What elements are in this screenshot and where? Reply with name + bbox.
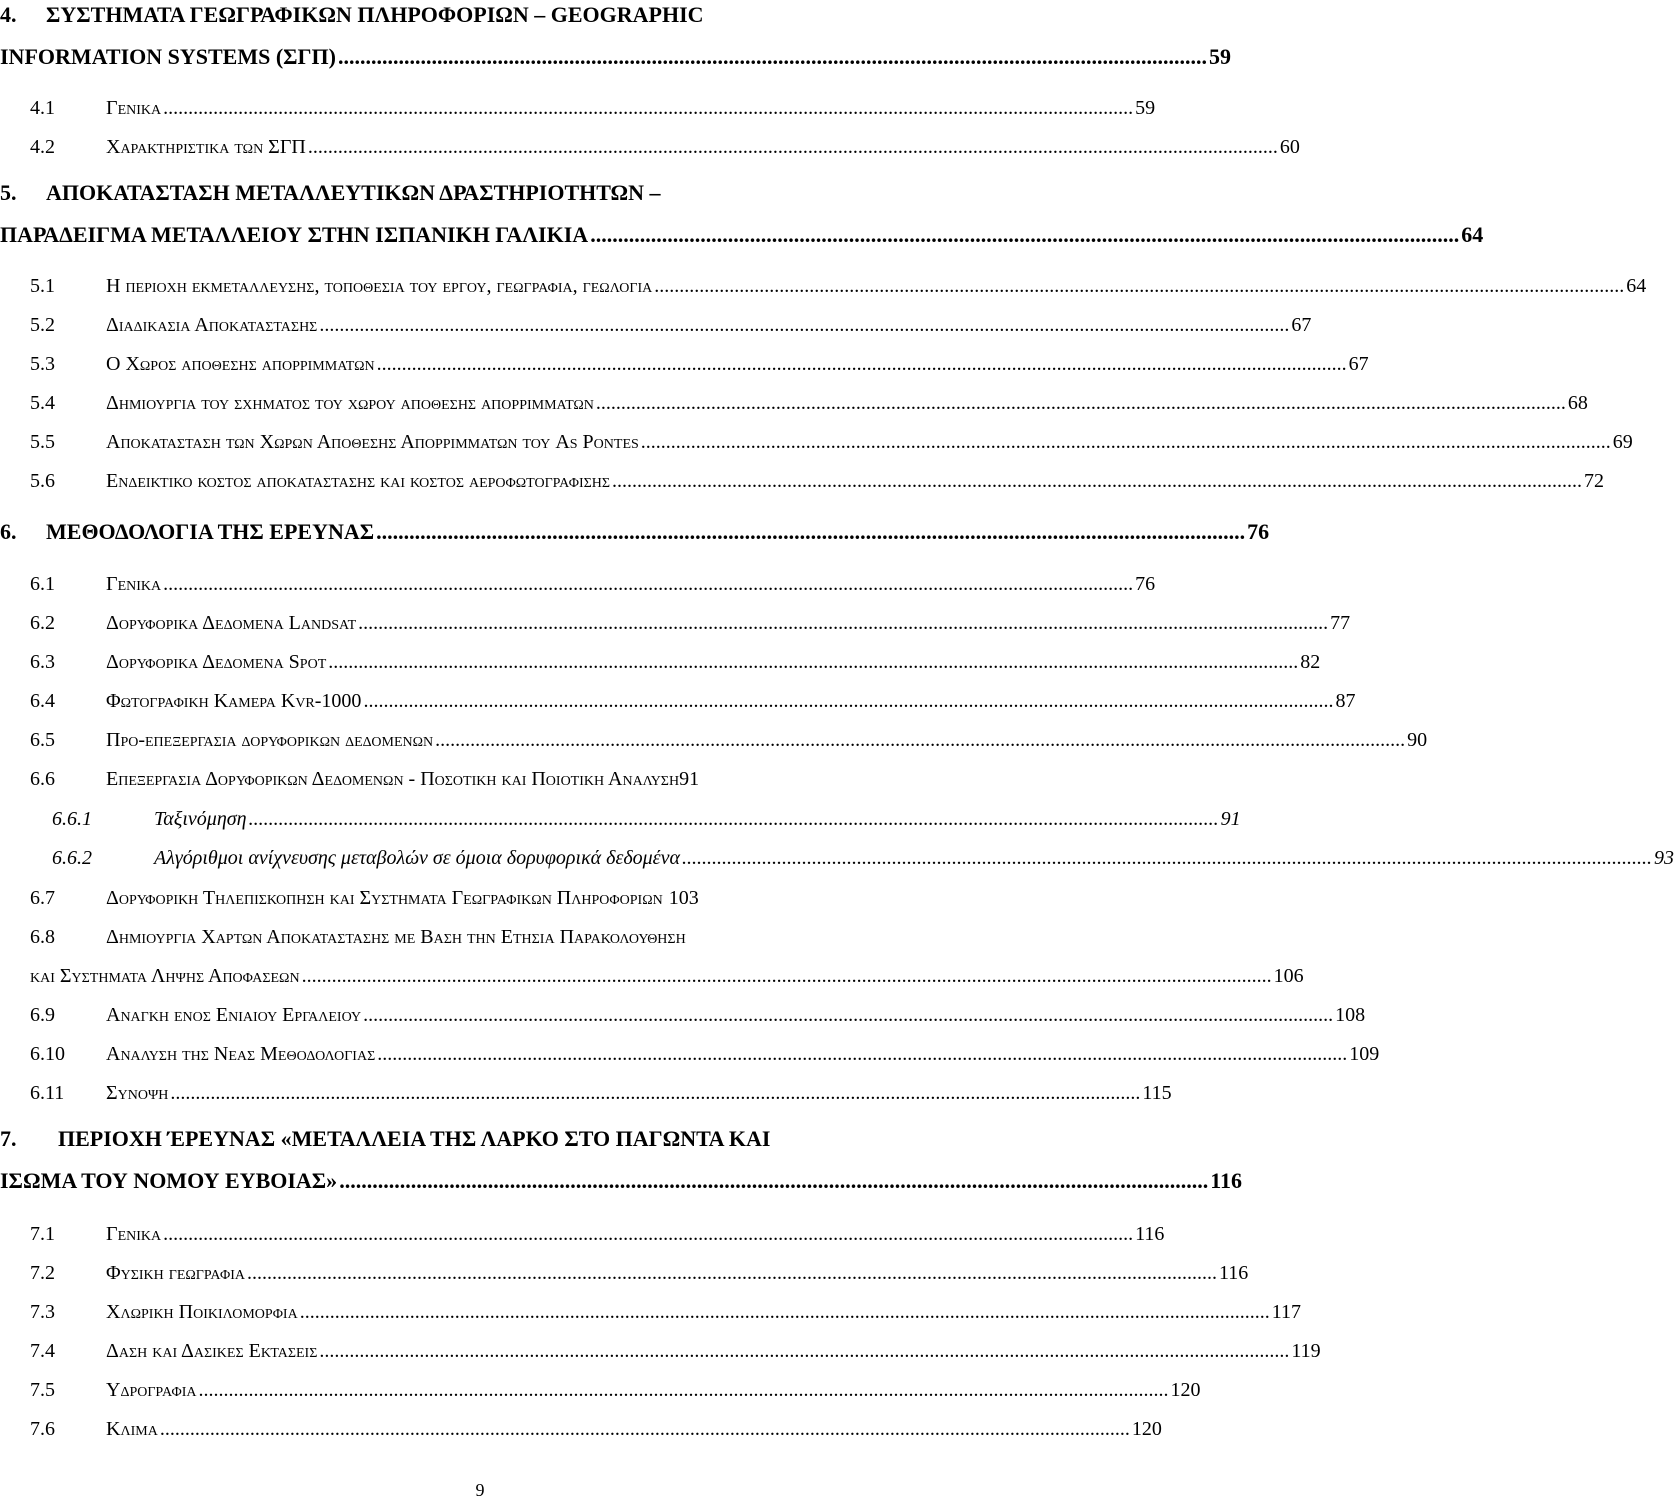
toc-section-number: 6.1 <box>30 573 55 595</box>
toc-page-number: 119 <box>1291 1340 1321 1362</box>
toc-entry-6-6-2 <box>0 838 1674 870</box>
toc-leader: .................................................................................................................................................................................................. <box>246 1262 1217 1284</box>
toc-page-number: 64 <box>1461 222 1484 247</box>
toc-entry-5-6 <box>0 461 1605 493</box>
toc-section-title-cont: και Συστηματα Ληψης Αποφασεων <box>30 965 300 987</box>
toc-entry-7-2 <box>0 1253 1249 1285</box>
toc-leader: .................................................................................................................................................................................................. <box>681 847 1652 869</box>
toc-page-number: 64 <box>1626 275 1647 297</box>
toc-chapter-4-line2 <box>0 38 1231 70</box>
toc-page-number: 76 <box>1135 573 1156 595</box>
toc-section-number: 6.4 <box>30 690 55 712</box>
toc-section-title: Διαδικασια Αποκαταστασης <box>106 314 318 336</box>
toc-page-number: 59 <box>1135 97 1156 119</box>
toc-section-title: Επεξεργασια Δορυφορικων Δεδομενων - Ποσοτικη και Ποιοτικη Αναλυση <box>106 768 680 790</box>
toc-entry-5-2 <box>0 305 1312 337</box>
toc-entry-6-11 <box>0 1073 1172 1105</box>
toc-entry-6-4 <box>0 681 1356 713</box>
toc-leader: .................................................................................................................................................................................................. <box>319 314 1290 336</box>
toc-section-title: Γενικα <box>106 573 162 595</box>
page-number-footer: 9 <box>475 1480 485 1500</box>
toc-chapter-title-cont: ΙΣΩΜΑ ΤΟΥ ΝΟΜΟΥ ΕΥΒΟΙΑΣ» <box>0 1168 338 1193</box>
toc-leader: .................................................................................................................................................................................................. <box>363 690 1334 712</box>
toc-leader: .................................................................................................................................................................................................. <box>612 470 1583 492</box>
toc-page-number: 106 <box>1273 965 1304 987</box>
toc-section-title: Χλωρικη Ποικιλομορφια <box>106 1301 298 1323</box>
toc-section-number: 7.4 <box>30 1340 55 1362</box>
toc-section-number: 7.5 <box>30 1379 55 1401</box>
toc-entry-4-2 <box>0 127 1300 159</box>
toc-entry-7-6 <box>0 1409 1162 1441</box>
toc-page-number: 120 <box>1170 1379 1201 1401</box>
toc-section-title: Ο Χωρος αποθεσης απορριμματων <box>106 353 375 375</box>
toc-leader: .................................................................................................................................................................................................. <box>301 965 1272 987</box>
toc-entry-6-1 <box>0 564 1156 596</box>
toc-leader: .................................................................................................................................................................................................. <box>198 1379 1169 1401</box>
toc-leader: .................................................................................................................................................................................................. <box>319 1340 1290 1362</box>
toc-section-number: 4.2 <box>30 136 55 158</box>
toc-chapter-number: 6. <box>0 519 17 544</box>
toc-leader: .................................................................................................................................................................................................. <box>377 1043 1348 1065</box>
toc-chapter-title: ΣΥΣΤΗΜΑΤΑ ΓΕΩΓΡΑΦΙΚΩΝ ΠΛΗΡΟΦΟΡΙΩΝ – GEOGRAPHIC <box>46 2 704 27</box>
toc-section-title: Συνοψη <box>106 1082 169 1104</box>
toc-leader: .................................................................................................................................................................................................. <box>163 1223 1134 1245</box>
toc-entry-7-1 <box>0 1214 1165 1246</box>
toc-page-number: 116 <box>1135 1223 1165 1245</box>
toc-entry-5-4 <box>0 383 1588 415</box>
toc-leader: .................................................................................................................................................................................................. <box>358 612 1329 634</box>
toc-leader: .................................................................................................................................................................................................. <box>328 651 1299 673</box>
toc-chapter-title: ΜΕΘΟΔΟΛΟΓΙΑ ΤΗΣ ΕΡΕΥΝΑΣ <box>46 519 375 544</box>
toc-entry-6-3 <box>0 642 1321 674</box>
toc-page-number: 93 <box>1653 847 1674 869</box>
toc-leader: .............................................................................................................................................................. <box>376 519 1246 544</box>
toc-section-title: Δορυφορικα Δεδομενα Spot <box>106 651 327 673</box>
toc-section-number: 7.6 <box>30 1418 55 1440</box>
toc-section-number: 5.2 <box>30 314 55 336</box>
toc-entry-6-8-line2 <box>0 956 1304 988</box>
toc-section-number: 6.10 <box>30 1043 65 1065</box>
toc-section-title: Δορυφορικα Δεδομενα Landsat <box>106 612 357 634</box>
toc-leader: .................................................................................................................................................................................................. <box>654 275 1625 297</box>
toc-section-title: Δημιουργια Χαρτων Αποκαταστασης με Βαση την Ετησια Παρακολουθηση <box>106 926 686 948</box>
toc-section-title: Φυσικη γεωγραφια <box>106 1262 245 1284</box>
toc-chapter-number: 7. <box>0 1126 17 1151</box>
toc-chapter-title-cont: ΠΑΡΑΔΕΙΓΜΑ ΜΕΤΑΛΛΕΙΟΥ ΣΤΗΝ ΙΣΠΑΝΙΚΗ ΓΑΛΙΚΙΑ <box>0 222 589 247</box>
toc-leader: .................................................................................................................................................................................................. <box>170 1082 1141 1104</box>
toc-section-number: 5.5 <box>30 431 55 453</box>
toc-page-number: 91 <box>679 768 700 790</box>
toc-chapter-number: 4. <box>0 2 17 27</box>
toc-leader: .................................................................................................................................................................................................. <box>595 392 1566 414</box>
toc-section-number: 6.11 <box>30 1082 65 1104</box>
toc-chapter-5-line2 <box>0 216 1484 248</box>
toc-page-number: 72 <box>1584 470 1605 492</box>
toc-entry-7-4 <box>0 1331 1321 1363</box>
toc-section-number: 6.8 <box>30 926 55 948</box>
toc-chapter-7-line2 <box>0 1162 1242 1194</box>
toc-section-number: 5.4 <box>30 392 55 414</box>
toc-section-number: 7.3 <box>30 1301 55 1323</box>
toc-section-title: Υδρογραφια <box>106 1379 197 1401</box>
toc-chapter-title: ΠΕΡΙΟΧΗ ΈΡΕΥΝΑΣ «ΜΕΤΑΛΛΕΙΑ ΤΗΣ ΛΑΡΚΟ ΣΤΟ ΠΑΓΩΝΤΑ ΚΑΙ <box>58 1126 771 1151</box>
toc-page-number: 91 <box>1220 808 1241 830</box>
toc-chapter-number: 5. <box>0 180 17 205</box>
toc-chapter-5-line1 <box>0 180 661 206</box>
toc-leader: .................................................................................................................................................................................................. <box>640 431 1611 453</box>
toc-page-number: 76 <box>1247 519 1270 544</box>
toc-entry-6-5 <box>0 720 1428 752</box>
toc-page-number: 77 <box>1330 612 1351 634</box>
toc-page-number: 67 <box>1291 314 1312 336</box>
toc-page-number: 67 <box>1348 353 1369 375</box>
toc-section-title: Δημιουργια του σχηματος του χωρου αποθεσης απορριμματων <box>106 392 594 414</box>
toc-section-title: Αποκατασταση των Χωρων Αποθεσης Απορριμματων του As Pontes <box>106 431 639 453</box>
toc-section-title: Φωτογραφικη Καμερα Kvr-1000 <box>106 690 362 712</box>
toc-page-number: 82 <box>1300 651 1321 673</box>
toc-chapter-title-cont: INFORMATION SYSTEMS (ΣΓΠ) <box>0 44 336 69</box>
toc-leader: .................................................................................................................................................................................................. <box>435 729 1406 751</box>
toc-section-number: 6.5 <box>30 729 55 751</box>
toc-section-title: Αναγκη ενος Ενιαιου Εργαλειου <box>106 1004 362 1026</box>
toc-subsection-title: Αλγόριθμοι ανίχνευσης μεταβολών σε όμοια δορυφορικά δεδομένα <box>154 847 680 869</box>
toc-section-number: 5.1 <box>30 275 55 297</box>
toc-section-number: 6.6 <box>30 768 55 790</box>
toc-section-title: Προ-επεξεργασια δορυφορικων δεδομενων <box>106 729 434 751</box>
toc-chapter-6 <box>0 513 1270 545</box>
toc-entry-5-3 <box>0 344 1369 376</box>
toc-section-title: Δορυφορικη Τηλεπισκοπηση και Συστηματα Γεωγραφικων Πληροφοριων <box>106 887 663 909</box>
toc-section-title: Η περιοχη εκμεταλλευσης, τοποθεσια του εργου, γεωγραφια, γεωλογια <box>106 275 653 297</box>
toc-page-number: 120 <box>1131 1418 1162 1440</box>
toc-leader: .................................................................................................................................................................................................. <box>307 136 1278 158</box>
toc-entry-6-9 <box>0 995 1366 1027</box>
toc-section-number: 6.9 <box>30 1004 55 1026</box>
toc-entry-6-6-1 <box>0 799 1241 831</box>
toc-leader: .................................................................................................................................................................................................. <box>376 353 1347 375</box>
toc-page-number: 87 <box>1335 690 1356 712</box>
toc-section-title: Αναλυση της Νεας Μεθοδολογιας <box>106 1043 376 1065</box>
toc-section-number: 5.6 <box>30 470 55 492</box>
toc-entry-5-1 <box>0 266 1647 298</box>
toc-entry-6-8-line1 <box>0 917 960 949</box>
toc-entry-7-3 <box>0 1292 1301 1324</box>
toc-section-number: 5.3 <box>30 353 55 375</box>
toc-section-title: Γενικα <box>106 97 162 119</box>
toc-section-number: 6.7 <box>30 887 55 909</box>
toc-page-number: 115 <box>1142 1082 1172 1104</box>
toc-leader: .............................................................................................................................................................. <box>590 222 1460 247</box>
toc-leader: .................................................................................................................................................................................................. <box>363 1004 1334 1026</box>
toc-entry-6-2 <box>0 603 1351 635</box>
toc-page-number: 116 <box>1210 1168 1242 1193</box>
toc-section-number: 7.2 <box>30 1262 55 1284</box>
toc-page-number: 59 <box>1209 44 1231 69</box>
toc-section-title: Χαρακτηριστικα των ΣΓΠ <box>106 136 306 158</box>
toc-entry-6-10 <box>0 1034 1380 1066</box>
toc-leader: .............................................................................................................................................................. <box>339 1168 1209 1193</box>
toc-entry-6-7 <box>0 878 960 910</box>
toc-entry-7-5 <box>0 1370 1201 1402</box>
toc-chapter-7-line1 <box>0 1126 770 1152</box>
toc-page-number: 90 <box>1407 729 1428 751</box>
toc-page-number: 103 <box>668 887 699 909</box>
toc-section-number: 4.1 <box>30 97 55 119</box>
toc-chapter-title: ΑΠΟΚΑΤΑΣΤΑΣΗ ΜΕΤΑΛΛΕΥΤΙΚΩΝ ΔΡΑΣΤΗΡΙΟΤΗΤΩΝ – <box>46 180 661 205</box>
toc-leader: .................................................................................................................................................................................................. <box>163 97 1134 119</box>
toc-page-number: 108 <box>1335 1004 1366 1026</box>
toc-subsection-number: 6.6.2 <box>52 847 92 869</box>
toc-leader: .................................................................................................................................................................................................. <box>163 573 1134 595</box>
toc-section-title: Κλιμα <box>106 1418 158 1440</box>
toc-leader: .............................................................................................................................................................. <box>338 44 1207 69</box>
toc-page-number: 69 <box>1612 431 1633 453</box>
toc-page-number: 68 <box>1567 392 1588 414</box>
toc-subsection-number: 6.6.1 <box>52 808 92 830</box>
toc-page-number: 117 <box>1271 1301 1301 1323</box>
toc-page-number: 109 <box>1349 1043 1380 1065</box>
toc-page-number: 60 <box>1279 136 1300 158</box>
toc-leader: .................................................................................................................................................................................................. <box>299 1301 1270 1323</box>
toc-leader: .................................................................................................................................................................................................. <box>159 1418 1130 1440</box>
toc-section-number: 7.1 <box>30 1223 55 1245</box>
toc-page-number: 116 <box>1218 1262 1249 1284</box>
toc-entry-5-5 <box>0 422 1633 454</box>
toc-entry-6-6 <box>0 759 960 791</box>
toc-section-number: 6.2 <box>30 612 55 634</box>
toc-section-title: Γενικα <box>106 1223 162 1245</box>
toc-entry-4-1 <box>0 88 1156 120</box>
toc-leader: .................................................................................................................................................................................................. <box>248 808 1219 830</box>
toc-chapter-4-line1 <box>0 2 704 28</box>
toc-subsection-title: Ταξινόμηση <box>154 808 247 830</box>
toc-section-number: 6.3 <box>30 651 55 673</box>
toc-section-title: Δαση και Δασικες Εκτασεις <box>106 1340 318 1362</box>
toc-section-title: Ενδεικτικο κοστος αποκαταστασης και κοστος αεροφωτογραφισης <box>106 470 611 492</box>
